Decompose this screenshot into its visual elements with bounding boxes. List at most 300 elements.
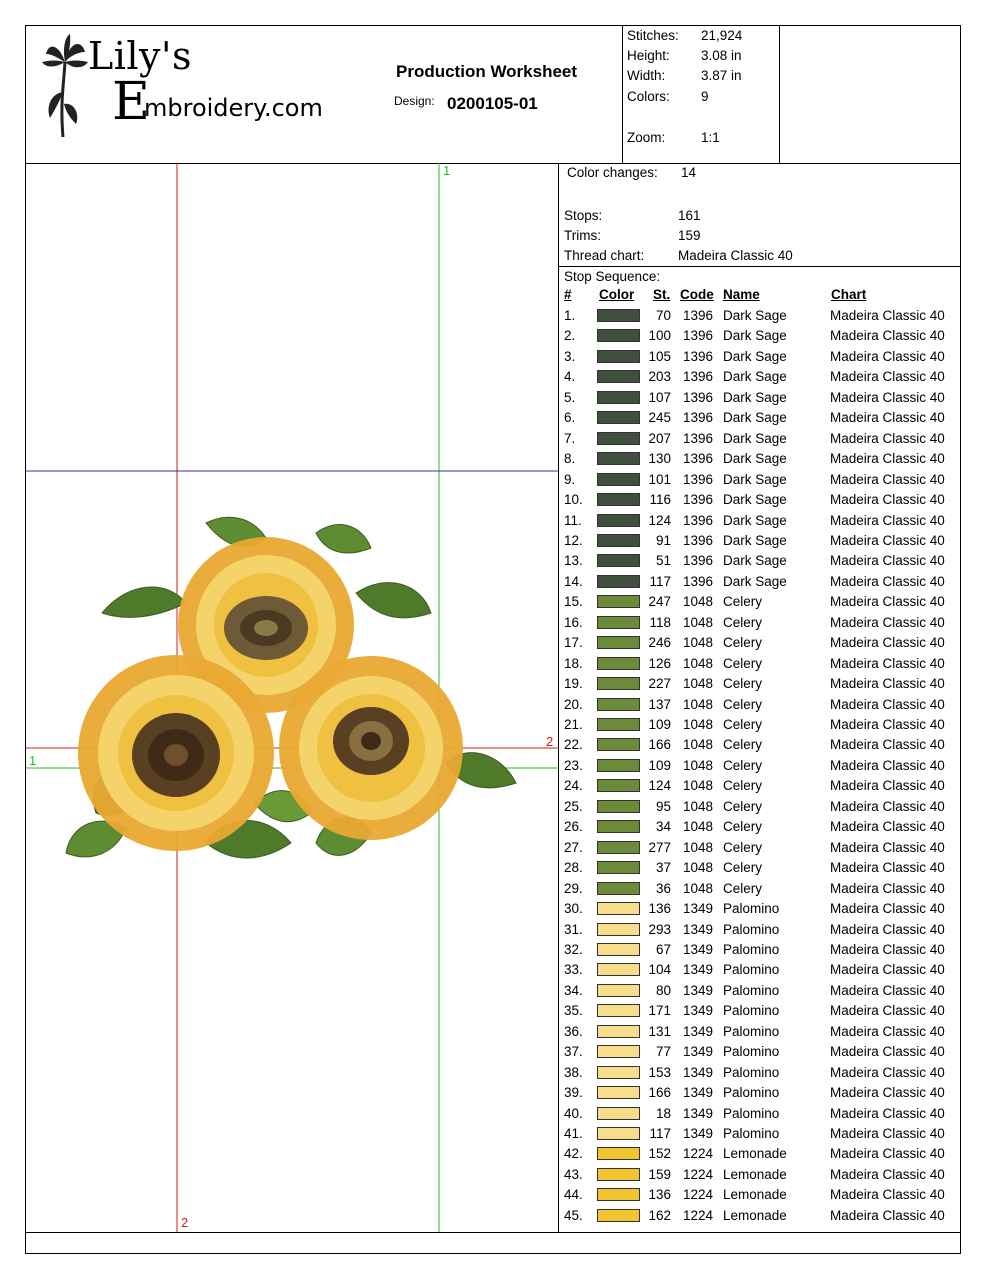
thread-chart: Madeira Classic 40: [830, 410, 945, 426]
color-swatch: [597, 636, 640, 649]
color-swatch: [597, 391, 640, 404]
thread-name: Dark Sage: [723, 512, 787, 528]
stitch-count: 100: [648, 328, 671, 344]
stitch-count: 105: [648, 348, 671, 364]
color-swatch: [597, 595, 640, 608]
thread-chart: Madeira Classic 40: [830, 676, 945, 692]
table-row: [559, 838, 960, 858]
thread-code: 1224: [683, 1166, 714, 1182]
width-value: 3.87 in: [701, 68, 742, 83]
table-row: [559, 531, 960, 551]
stop-number: 9.: [564, 471, 576, 487]
thread-chart: Madeira Classic 40: [830, 941, 945, 957]
stitch-count: 70: [655, 308, 671, 323]
column-header-color: Color: [599, 287, 635, 302]
stop-number: 32.: [564, 941, 583, 957]
color-swatch: [597, 411, 640, 424]
thread-name: Dark Sage: [723, 369, 787, 385]
stitch-count: 51: [655, 553, 671, 569]
thread-code: 1396: [683, 471, 714, 487]
stop-number: 35.: [564, 1003, 583, 1019]
column-header-code: Code: [680, 287, 714, 302]
thread-chart: Madeira Classic 40: [830, 901, 945, 917]
table-row: [559, 1042, 960, 1062]
stitch-count: 277: [648, 839, 671, 855]
column-header-stitches: St.: [653, 287, 671, 302]
thread-chart: Madeira Classic 40: [830, 553, 945, 569]
thread-code: 1396: [683, 492, 714, 508]
stitch-count: 109: [648, 757, 671, 773]
stitch-count: 293: [648, 921, 671, 937]
thread-code: 1396: [683, 532, 714, 548]
thread-code: 1396: [683, 369, 714, 385]
thread-code: 1349: [683, 1126, 714, 1141]
thread-name: Lemonade: [723, 1207, 787, 1223]
colors-value: 9: [701, 89, 709, 104]
thread-name: Celery: [723, 614, 763, 630]
stitch-count: 203: [648, 369, 671, 385]
stop-number: 15.: [564, 594, 583, 610]
thread-info-panel: [559, 163, 960, 1232]
guide-label-h2: 2: [546, 734, 554, 749]
table-row: [559, 960, 960, 980]
thread-code: 1048: [683, 614, 714, 630]
thread-name: Palomino: [723, 962, 780, 978]
stitch-count: 117: [649, 573, 671, 589]
stitch-count: 126: [648, 655, 671, 671]
stop-number: 20.: [564, 696, 583, 712]
thread-code: 1048: [683, 717, 714, 732]
stop-number: 12.: [564, 532, 583, 548]
stop-number: 31.: [564, 921, 583, 937]
thread-name: Celery: [723, 676, 763, 692]
design-label: Design:: [394, 94, 435, 108]
stitch-count: 245: [648, 410, 671, 426]
table-row: [559, 920, 960, 940]
thread-code: 1349: [683, 921, 714, 937]
table-row: [559, 1185, 960, 1205]
trims-value: 159: [678, 228, 701, 243]
table-row: [559, 408, 960, 428]
color-swatch: [597, 493, 640, 506]
thread-chart: Madeira Classic 40: [830, 1166, 945, 1182]
color-swatch: [597, 902, 640, 915]
thread-code: 1048: [683, 778, 714, 794]
color-swatch: [597, 350, 640, 363]
table-row: [559, 347, 960, 367]
stops-row: Stops: 161: [564, 208, 701, 223]
thread-code: 1349: [683, 1064, 714, 1080]
table-row: [559, 1165, 960, 1185]
thread-code: 1048: [683, 696, 714, 712]
stop-number: 37.: [564, 1044, 583, 1060]
guide-label-h1: 1: [29, 753, 37, 768]
thread-code: 1224: [683, 1187, 714, 1203]
stop-number: 40.: [564, 1105, 583, 1121]
stitch-count: 95: [655, 798, 671, 814]
stitch-count: 159: [648, 1166, 671, 1182]
stitch-count: 166: [648, 1085, 671, 1101]
table-row: [559, 879, 960, 899]
table-row: [559, 981, 960, 1001]
sunflower-right: [279, 656, 463, 840]
table-row: [559, 817, 960, 837]
table-row: [559, 388, 960, 408]
stop-number: 21.: [564, 717, 583, 732]
thread-chart: Madeira Classic 40: [830, 492, 945, 508]
stop-number: 42.: [564, 1146, 583, 1162]
color-swatch: [597, 677, 640, 690]
color-swatch: [597, 984, 640, 997]
thread-name: Dark Sage: [723, 492, 787, 508]
thread-name: Palomino: [723, 1064, 780, 1080]
stop-number: 16.: [564, 614, 583, 630]
thread-chart: Madeira Classic 40: [830, 348, 945, 364]
thread-code: 1396: [683, 573, 714, 589]
color-swatch: [597, 1004, 640, 1017]
color-swatch: [597, 534, 640, 547]
table-row: [559, 674, 960, 694]
stitch-count: 131: [648, 1023, 671, 1039]
thread-code: 1396: [683, 389, 714, 405]
color-swatch: [597, 575, 640, 588]
table-row: [559, 551, 960, 571]
thread-name: Dark Sage: [723, 451, 787, 467]
color-swatch: [597, 800, 640, 813]
zoom-row: Zoom: 1:1: [627, 130, 720, 145]
color-swatch: [597, 943, 640, 956]
color-swatch: [597, 1168, 640, 1181]
thread-name: Palomino: [723, 1044, 780, 1060]
thread-code: 1349: [683, 901, 714, 917]
color-swatch: [597, 718, 640, 731]
design-number: 0200105-01: [447, 94, 538, 113]
thread-name: Celery: [723, 717, 763, 732]
table-row: [559, 735, 960, 755]
thread-name: Dark Sage: [723, 389, 787, 405]
table-row: [559, 429, 960, 449]
logo-line-1: Lily's: [88, 34, 192, 78]
thread-name: Palomino: [723, 1126, 780, 1141]
color-swatch: [597, 309, 640, 322]
stitch-count: 117: [649, 1126, 671, 1141]
thread-chart: Madeira Classic 40: [830, 451, 945, 467]
thread-code: 1349: [683, 1105, 714, 1121]
table-row: [559, 592, 960, 612]
stop-number: 10.: [564, 492, 583, 508]
color-swatch: [597, 1066, 640, 1079]
stitch-count: 171: [648, 1003, 671, 1019]
thread-code: 1048: [683, 860, 714, 876]
thread-code: 1349: [683, 1023, 714, 1039]
thread-name: Palomino: [723, 901, 780, 917]
thread-name: Celery: [723, 655, 763, 671]
stop-number: 34.: [564, 982, 583, 998]
thread-chart: Madeira Classic 40: [830, 737, 945, 753]
table-row: [559, 367, 960, 387]
stitch-count: 246: [648, 635, 671, 651]
table-row: [559, 306, 960, 326]
stop-number: 19.: [564, 676, 583, 692]
thread-name: Dark Sage: [723, 532, 787, 548]
thread-name: Dark Sage: [723, 573, 787, 589]
thread-name: Palomino: [723, 1085, 780, 1101]
color-swatch: [597, 963, 640, 976]
table-row: [559, 715, 960, 735]
color-swatch: [597, 923, 640, 936]
thread-chart: Madeira Classic 40: [830, 839, 945, 855]
worksheet-body: [26, 163, 960, 1232]
table-row: [559, 1022, 960, 1042]
stop-number: 11.: [564, 512, 582, 528]
thread-chart: Madeira Classic 40: [830, 430, 945, 446]
thread-name: Lemonade: [723, 1166, 787, 1182]
color-swatch: [597, 1086, 640, 1099]
thread-chart: Madeira Classic 40: [830, 1023, 945, 1039]
thread-code: 1396: [683, 553, 714, 569]
table-row: [559, 654, 960, 674]
thread-name: Lemonade: [723, 1146, 787, 1162]
stop-number: 26.: [564, 819, 583, 835]
stop-number: 39.: [564, 1085, 583, 1101]
color-swatch: [597, 1209, 640, 1222]
stitch-count: 109: [648, 717, 671, 732]
thread-chart: Madeira Classic 40: [830, 389, 945, 405]
table-row: [559, 490, 960, 510]
color-swatch: [597, 1045, 640, 1058]
stop-number: 30.: [564, 901, 583, 917]
color-changes-value: 14: [681, 165, 697, 180]
stop-number: 18.: [564, 655, 583, 671]
stop-number: 14.: [564, 573, 583, 589]
sunflower-left: [78, 655, 274, 851]
stitch-count: 124: [648, 512, 671, 528]
thread-name: Celery: [723, 737, 763, 753]
thread-code: 1349: [683, 1044, 714, 1060]
thread-code: 1048: [683, 635, 714, 651]
thread-code: 1396: [683, 308, 714, 323]
table-row: [559, 695, 960, 715]
stop-number: 6.: [564, 410, 576, 426]
column-header-name: Name: [723, 287, 760, 302]
thread-name: Celery: [723, 798, 763, 814]
stop-number: 45.: [564, 1207, 583, 1223]
thread-chart: Madeira Classic 40: [830, 1044, 945, 1060]
zoom-value: 1:1: [701, 130, 720, 145]
column-header-chart: Chart: [831, 287, 867, 302]
table-row: [559, 1124, 960, 1144]
stop-number: 7.: [564, 430, 576, 446]
stop-number: 24.: [564, 778, 583, 794]
table-row: [559, 449, 960, 469]
stitch-count: 107: [648, 389, 671, 405]
thread-name: Celery: [723, 778, 763, 794]
stitch-count: 130: [648, 451, 671, 467]
thread-chart: Madeira Classic 40: [830, 512, 945, 528]
thread-code: 1396: [683, 512, 714, 528]
thread-chart: Madeira Classic 40: [830, 614, 945, 630]
thread-code: 1396: [683, 451, 714, 467]
table-row: [559, 1063, 960, 1083]
thread-code: 1224: [683, 1207, 714, 1223]
thread-code: 1048: [683, 757, 714, 773]
thread-code: 1349: [683, 962, 714, 978]
color-changes-row: Color changes: 14: [567, 165, 697, 180]
color-swatch: [597, 759, 640, 772]
thread-code: 1396: [683, 430, 714, 446]
stop-number: 25.: [564, 798, 583, 814]
width-row: Width: 3.87 in: [627, 68, 742, 83]
thread-chart: Madeira Classic 40: [830, 594, 945, 610]
thread-chart: Madeira Classic 40: [830, 328, 945, 344]
thread-chart: Madeira Classic 40: [830, 1126, 945, 1141]
thread-chart: Madeira Classic 40: [830, 880, 945, 896]
stitch-count: 166: [648, 737, 671, 753]
thread-name: Celery: [723, 860, 763, 876]
stitches-row: Stitches: 21,924: [627, 28, 743, 43]
stitch-count: 124: [648, 778, 671, 794]
thread-chart: Madeira Classic 40: [830, 308, 945, 323]
stop-number: 33.: [564, 962, 583, 978]
thread-code: 1349: [683, 1085, 714, 1101]
color-swatch: [597, 329, 640, 342]
thread-name: Celery: [723, 594, 763, 610]
thread-code: 1048: [683, 655, 714, 671]
color-swatch: [597, 452, 640, 465]
column-header-number: #: [564, 287, 572, 302]
stitch-count: 116: [649, 492, 671, 508]
stitch-count: 227: [648, 676, 671, 692]
thread-name: Dark Sage: [723, 553, 787, 569]
thread-code: 1048: [683, 839, 714, 855]
page-title: Production Worksheet: [396, 62, 578, 81]
logo-line-2: mbroidery.com: [144, 94, 323, 122]
thread-chart: Madeira Classic 40: [830, 757, 945, 773]
color-swatch: [597, 841, 640, 854]
guide-label-v2: 2: [181, 1215, 189, 1230]
stop-number: 36.: [564, 1023, 583, 1039]
table-row: [559, 1144, 960, 1164]
thread-name: Palomino: [723, 921, 780, 937]
stats-box: [622, 26, 780, 163]
stitch-count: 162: [648, 1207, 671, 1223]
stitch-count: 207: [648, 430, 671, 446]
stop-number: 5.: [564, 389, 576, 405]
stop-number: 8.: [564, 451, 576, 467]
stop-number: 22.: [564, 737, 583, 753]
thread-name: Dark Sage: [723, 328, 787, 344]
stop-number: 2.: [564, 328, 576, 344]
thread-chart: Madeira Classic 40: [830, 778, 945, 794]
thread-name: Dark Sage: [723, 308, 787, 323]
color-swatch: [597, 657, 640, 670]
thread-code: 1048: [683, 819, 714, 835]
thread-chart: Madeira Classic 40: [830, 1003, 945, 1019]
stitch-count: 77: [655, 1044, 671, 1060]
table-row: [559, 756, 960, 776]
thread-chart: Madeira Classic 40: [830, 655, 945, 671]
thread-name: Celery: [723, 635, 763, 651]
stop-number: 38.: [564, 1064, 583, 1080]
stop-number: 1.: [564, 308, 576, 323]
color-swatch: [597, 820, 640, 833]
thread-chart: Madeira Classic 40: [830, 573, 945, 589]
thread-name: Celery: [723, 839, 763, 855]
stop-number: 23.: [564, 757, 583, 773]
thread-chart: Madeira Classic 40: [830, 860, 945, 876]
stitch-count: 67: [655, 941, 671, 957]
color-swatch: [597, 779, 640, 792]
color-swatch: [597, 1127, 640, 1140]
height-row: Height: 3.08 in: [627, 48, 742, 63]
stitch-count: 80: [655, 982, 671, 998]
stop-number: 28.: [564, 860, 583, 876]
color-swatch: [597, 514, 640, 527]
stitch-count: 137: [648, 696, 671, 712]
stitches-value: 21,924: [701, 28, 743, 43]
table-row: [559, 1001, 960, 1021]
color-swatch: [597, 882, 640, 895]
thread-chart: Madeira Classic 40: [830, 635, 945, 651]
stop-number: 41.: [564, 1126, 583, 1141]
thread-chart: Madeira Classic 40: [830, 982, 945, 998]
thread-name: Palomino: [723, 1003, 780, 1019]
lily-flower-icon: [40, 32, 90, 142]
thread-code: 1048: [683, 676, 714, 692]
stitch-count: 34: [655, 819, 671, 835]
thread-chart: Madeira Classic 40: [830, 1146, 945, 1162]
color-swatch: [597, 473, 640, 486]
thread-name: Dark Sage: [723, 430, 787, 446]
thread-code: 1048: [683, 798, 714, 814]
color-swatch: [597, 1025, 640, 1038]
thread-name: Palomino: [723, 941, 780, 957]
color-swatch: [597, 738, 640, 751]
table-row: [559, 797, 960, 817]
worksheet: [25, 25, 961, 1254]
stitch-count: 18: [655, 1105, 671, 1121]
thread-chart: Madeira Classic 40: [830, 369, 945, 385]
thread-name: Celery: [723, 880, 763, 896]
thread-name: Lemonade: [723, 1187, 787, 1203]
stop-number: 29.: [564, 880, 583, 896]
table-row: [559, 776, 960, 796]
thread-code: 1349: [683, 1003, 714, 1019]
thread-chart: Madeira Classic 40: [830, 1064, 945, 1080]
stitch-count: 152: [648, 1146, 671, 1162]
stops-value: 161: [678, 208, 701, 223]
stitch-count: 153: [648, 1064, 671, 1080]
thread-name: Celery: [723, 757, 763, 773]
color-swatch: [597, 370, 640, 383]
stitch-count: 101: [648, 471, 671, 487]
thread-name: Dark Sage: [723, 471, 787, 487]
worksheet-footer: [26, 1232, 960, 1254]
thread-name: Palomino: [723, 1023, 780, 1039]
stop-number: 3.: [564, 348, 576, 364]
stop-sequence-label: Stop Sequence:: [564, 269, 661, 284]
color-swatch: [597, 698, 640, 711]
thread-chart: Madeira Classic 40: [830, 1105, 945, 1121]
color-swatch: [597, 1107, 640, 1120]
colors-row: Colors: 9: [627, 89, 709, 104]
thread-chart: Madeira Classic 40: [830, 962, 945, 978]
stitch-count: 36: [655, 880, 671, 896]
color-swatch: [597, 432, 640, 445]
table-row: [559, 1206, 960, 1226]
thread-name: Palomino: [723, 1105, 780, 1121]
color-swatch: [597, 554, 640, 567]
